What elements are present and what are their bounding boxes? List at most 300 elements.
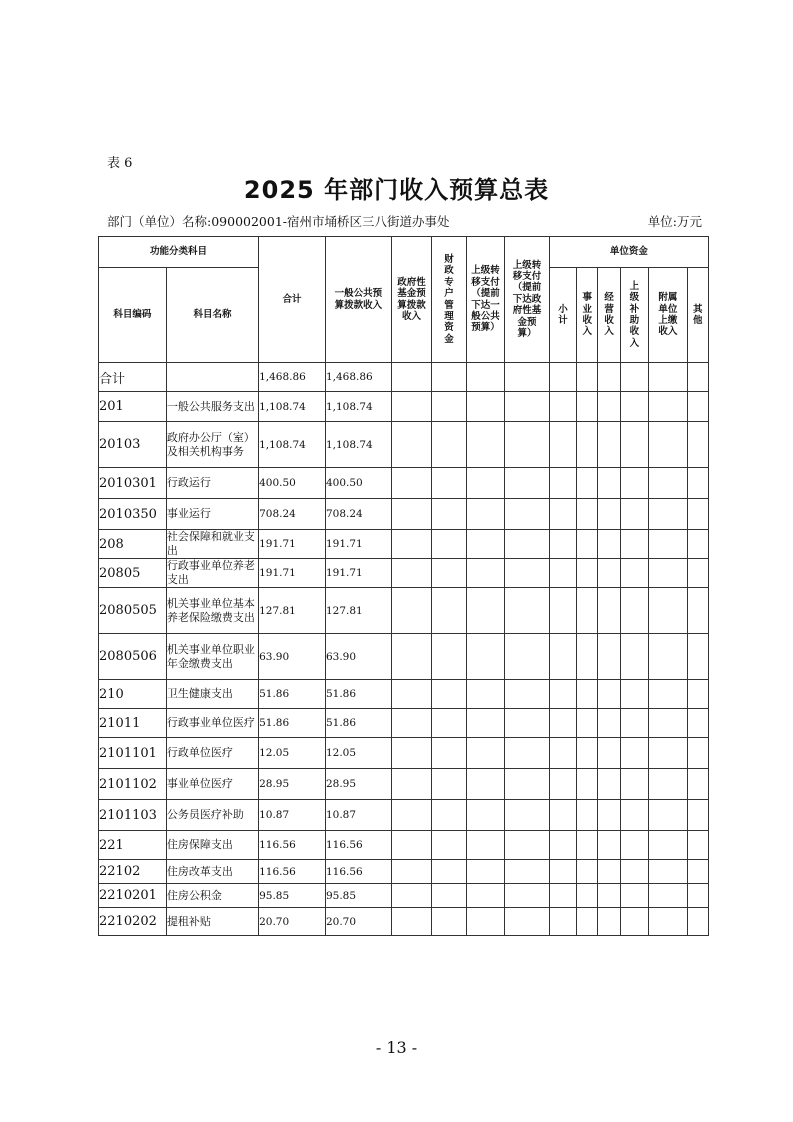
empty-cell <box>620 709 648 738</box>
affiliated-income-header-text: 附属单位上缴收入 <box>658 292 678 338</box>
empty-cell <box>577 363 598 392</box>
empty-cell <box>577 800 598 831</box>
empty-cell <box>466 468 505 499</box>
row-name: 社会保障和就业支出 <box>166 530 258 559</box>
empty-cell <box>598 634 620 680</box>
row-name: 公务员医疗补助 <box>166 800 258 831</box>
empty-cell <box>549 634 576 680</box>
row-code: 2210201 <box>99 884 167 908</box>
empty-cell <box>687 363 708 392</box>
page-title: 2025 年部门收入预算总表 <box>243 176 550 204</box>
row-name: 卫生健康支出 <box>166 680 258 709</box>
row-name: 住房改革支出 <box>166 860 258 884</box>
empty-cell <box>432 884 466 908</box>
empty-cell <box>577 588 598 634</box>
empty-cell <box>620 392 648 422</box>
row-total: 51.86 <box>259 680 326 709</box>
empty-cell <box>687 860 708 884</box>
empty-cell <box>432 392 466 422</box>
row-general-budget: 20.70 <box>325 908 391 936</box>
empty-cell <box>577 709 598 738</box>
budget-table <box>98 236 709 936</box>
empty-cell <box>391 860 432 884</box>
row-name: 事业单位医疗 <box>166 769 258 800</box>
empty-cell <box>620 908 648 936</box>
empty-cell <box>432 422 466 468</box>
empty-cell <box>432 709 466 738</box>
empty-cell <box>577 860 598 884</box>
row-total: 1,108.74 <box>259 392 326 422</box>
table-row <box>99 884 709 908</box>
row-name: 行政单位医疗 <box>166 738 258 769</box>
empty-cell <box>620 860 648 884</box>
empty-cell <box>466 422 505 468</box>
other-income-header-text: 其他 <box>693 303 703 326</box>
row-code: 208 <box>99 530 167 559</box>
empty-cell <box>549 422 576 468</box>
empty-cell <box>466 831 505 860</box>
empty-cell <box>577 530 598 559</box>
empty-cell <box>649 908 688 936</box>
empty-cell <box>505 860 550 884</box>
empty-cell <box>391 392 432 422</box>
empty-cell <box>687 634 708 680</box>
row-total: 116.56 <box>259 860 326 884</box>
row-name: 事业运行 <box>166 499 258 530</box>
special-account-header <box>432 237 466 363</box>
empty-cell <box>549 363 576 392</box>
row-name: 机关事业单位基本养老保险缴费支出 <box>166 588 258 634</box>
affiliated-income-header <box>649 268 688 363</box>
fund-budget-header <box>391 237 432 363</box>
operating-income-header <box>598 268 620 363</box>
table-row <box>99 831 709 860</box>
empty-cell <box>549 392 576 422</box>
row-code: 2080506 <box>99 634 167 680</box>
empty-cell <box>620 680 648 709</box>
empty-cell <box>687 588 708 634</box>
empty-cell <box>620 831 648 860</box>
empty-cell <box>598 422 620 468</box>
empty-cell <box>649 530 688 559</box>
empty-cell <box>549 530 576 559</box>
empty-cell <box>432 499 466 530</box>
empty-cell <box>466 499 505 530</box>
empty-cell <box>549 680 576 709</box>
empty-cell <box>466 769 505 800</box>
transfer-general-header <box>466 237 505 363</box>
row-code: 210 <box>99 680 167 709</box>
empty-cell <box>549 738 576 769</box>
row-code: 21011 <box>99 709 167 738</box>
table-label: 表 6 <box>107 156 133 171</box>
empty-cell <box>620 800 648 831</box>
empty-cell <box>649 468 688 499</box>
empty-cell <box>649 738 688 769</box>
empty-cell <box>620 588 648 634</box>
empty-cell <box>598 559 620 588</box>
empty-cell <box>598 908 620 936</box>
row-name: 行政事业单位医疗 <box>166 709 258 738</box>
name-header: 科目名称 <box>166 268 258 363</box>
empty-cell <box>687 709 708 738</box>
table-row <box>99 738 709 769</box>
empty-cell <box>549 800 576 831</box>
empty-cell <box>620 634 648 680</box>
row-general-budget: 400.50 <box>325 468 391 499</box>
empty-cell <box>577 499 598 530</box>
empty-cell <box>466 738 505 769</box>
empty-cell <box>598 709 620 738</box>
row-code: 2080505 <box>99 588 167 634</box>
general-budget-header-text: 一般公共预算拨款收入 <box>334 288 383 311</box>
empty-cell <box>598 769 620 800</box>
empty-cell <box>577 908 598 936</box>
empty-cell <box>549 769 576 800</box>
subtotal-header-text: 小计 <box>558 303 568 326</box>
empty-cell <box>432 831 466 860</box>
empty-cell <box>620 738 648 769</box>
empty-cell <box>432 908 466 936</box>
empty-cell <box>466 709 505 738</box>
empty-cell <box>505 831 550 860</box>
row-name <box>166 363 258 392</box>
empty-cell <box>687 831 708 860</box>
empty-cell <box>687 769 708 800</box>
empty-cell <box>577 769 598 800</box>
empty-cell <box>391 884 432 908</box>
empty-cell <box>432 680 466 709</box>
empty-cell <box>466 800 505 831</box>
empty-cell <box>391 588 432 634</box>
fund-budget-header-text: 政府性基金预算拨款收入 <box>397 276 426 322</box>
general-budget-header <box>325 237 391 363</box>
row-code: 2010350 <box>99 499 167 530</box>
special-account-header-text: 财政专户管理资金 <box>444 253 454 345</box>
empty-cell <box>391 422 432 468</box>
row-name: 提租补贴 <box>166 908 258 936</box>
empty-cell <box>577 468 598 499</box>
empty-cell <box>466 559 505 588</box>
empty-cell <box>466 908 505 936</box>
row-code: 201 <box>99 392 167 422</box>
table-row <box>99 422 709 468</box>
empty-cell <box>391 738 432 769</box>
empty-cell <box>549 499 576 530</box>
row-total: 20.70 <box>259 908 326 936</box>
table-row <box>99 392 709 422</box>
department-name: 部门（单位）名称:090002001-宿州市埇桥区三八街道办事处 <box>107 214 450 229</box>
superior-subsidy-header <box>620 268 648 363</box>
row-general-budget: 116.56 <box>325 860 391 884</box>
empty-cell <box>549 831 576 860</box>
empty-cell <box>577 831 598 860</box>
empty-cell <box>620 530 648 559</box>
unit-label: 单位:万元 <box>647 214 702 229</box>
other-income-header <box>687 268 708 363</box>
row-general-budget: 1,108.74 <box>325 392 391 422</box>
empty-cell <box>432 860 466 884</box>
empty-cell <box>391 908 432 936</box>
row-general-budget: 28.95 <box>325 769 391 800</box>
empty-cell <box>649 392 688 422</box>
table-row <box>99 680 709 709</box>
operating-income-header-text: 经营收入 <box>604 292 614 338</box>
subtotal-header <box>549 268 576 363</box>
empty-cell <box>598 499 620 530</box>
empty-cell <box>687 680 708 709</box>
table-row <box>99 530 709 559</box>
empty-cell <box>649 884 688 908</box>
empty-cell <box>577 422 598 468</box>
empty-cell <box>505 530 550 559</box>
empty-cell <box>598 680 620 709</box>
superior-subsidy-header-text: 上级补助收入 <box>629 280 640 349</box>
empty-cell <box>649 709 688 738</box>
empty-cell <box>432 468 466 499</box>
empty-cell <box>620 769 648 800</box>
empty-cell <box>687 800 708 831</box>
row-code: 合计 <box>99 363 167 392</box>
empty-cell <box>649 499 688 530</box>
row-code: 2101101 <box>99 738 167 769</box>
row-name: 行政事业单位养老支出 <box>166 559 258 588</box>
row-total: 127.81 <box>259 588 326 634</box>
empty-cell <box>598 800 620 831</box>
empty-cell <box>432 530 466 559</box>
empty-cell <box>687 392 708 422</box>
empty-cell <box>649 363 688 392</box>
row-general-budget: 191.71 <box>325 559 391 588</box>
empty-cell <box>649 422 688 468</box>
empty-cell <box>391 831 432 860</box>
empty-cell <box>432 559 466 588</box>
empty-cell <box>649 680 688 709</box>
empty-cell <box>466 680 505 709</box>
empty-cell <box>391 769 432 800</box>
row-code: 221 <box>99 831 167 860</box>
empty-cell <box>598 738 620 769</box>
row-general-budget: 63.90 <box>325 634 391 680</box>
empty-cell <box>505 680 550 709</box>
row-code: 22102 <box>99 860 167 884</box>
row-general-budget: 1,108.74 <box>325 422 391 468</box>
table-row <box>99 709 709 738</box>
row-name: 政府办公厅（室）及相关机构事务 <box>166 422 258 468</box>
empty-cell <box>649 559 688 588</box>
empty-cell <box>432 363 466 392</box>
empty-cell <box>649 588 688 634</box>
row-general-budget: 127.81 <box>325 588 391 634</box>
row-total: 63.90 <box>259 634 326 680</box>
row-total: 95.85 <box>259 884 326 908</box>
empty-cell <box>466 363 505 392</box>
empty-cell <box>432 769 466 800</box>
empty-cell <box>598 530 620 559</box>
empty-cell <box>466 530 505 559</box>
empty-cell <box>391 634 432 680</box>
table-row <box>99 908 709 936</box>
table-row <box>99 769 709 800</box>
empty-cell <box>620 559 648 588</box>
empty-cell <box>432 738 466 769</box>
row-total: 116.56 <box>259 831 326 860</box>
table-row <box>99 468 709 499</box>
row-name: 一般公共服务支出 <box>166 392 258 422</box>
empty-cell <box>466 588 505 634</box>
empty-cell <box>549 884 576 908</box>
category-header: 功能分类科目 <box>99 237 259 268</box>
empty-cell <box>687 559 708 588</box>
empty-cell <box>598 860 620 884</box>
empty-cell <box>549 468 576 499</box>
row-general-budget: 95.85 <box>325 884 391 908</box>
empty-cell <box>577 680 598 709</box>
empty-cell <box>432 634 466 680</box>
row-total: 51.86 <box>259 709 326 738</box>
empty-cell <box>549 860 576 884</box>
empty-cell <box>391 363 432 392</box>
empty-cell <box>649 860 688 884</box>
empty-cell <box>466 392 505 422</box>
empty-cell <box>577 738 598 769</box>
empty-cell <box>620 422 648 468</box>
page-number: - 13 - <box>375 1038 418 1057</box>
row-code: 20103 <box>99 422 167 468</box>
empty-cell <box>649 769 688 800</box>
empty-cell <box>505 908 550 936</box>
table-row <box>99 634 709 680</box>
empty-cell <box>432 800 466 831</box>
row-name: 住房公积金 <box>166 884 258 908</box>
empty-cell <box>505 392 550 422</box>
empty-cell <box>687 738 708 769</box>
empty-cell <box>598 831 620 860</box>
transfer-fund-header <box>505 237 550 363</box>
business-income-header <box>577 268 598 363</box>
empty-cell <box>598 392 620 422</box>
row-code: 2010301 <box>99 468 167 499</box>
empty-cell <box>549 709 576 738</box>
empty-cell <box>505 884 550 908</box>
empty-cell <box>598 588 620 634</box>
empty-cell <box>649 634 688 680</box>
empty-cell <box>505 769 550 800</box>
empty-cell <box>649 800 688 831</box>
empty-cell <box>432 588 466 634</box>
business-income-header-text: 事业收入 <box>582 292 593 338</box>
empty-cell <box>505 800 550 831</box>
empty-cell <box>505 559 550 588</box>
empty-cell <box>620 884 648 908</box>
empty-cell <box>505 468 550 499</box>
empty-cell <box>577 634 598 680</box>
empty-cell <box>577 559 598 588</box>
empty-cell <box>391 800 432 831</box>
row-total: 191.71 <box>259 530 326 559</box>
empty-cell <box>505 588 550 634</box>
budget-body <box>99 363 709 936</box>
empty-cell <box>687 422 708 468</box>
empty-cell <box>505 363 550 392</box>
empty-cell <box>577 884 598 908</box>
code-header: 科目编码 <box>99 268 167 363</box>
empty-cell <box>466 634 505 680</box>
empty-cell <box>620 499 648 530</box>
empty-cell <box>687 908 708 936</box>
empty-cell <box>391 468 432 499</box>
row-general-budget: 116.56 <box>325 831 391 860</box>
row-general-budget: 51.86 <box>325 680 391 709</box>
empty-cell <box>687 499 708 530</box>
table-row <box>99 800 709 831</box>
empty-cell <box>505 738 550 769</box>
row-total: 10.87 <box>259 800 326 831</box>
empty-cell <box>549 588 576 634</box>
row-general-budget: 51.86 <box>325 709 391 738</box>
empty-cell <box>649 831 688 860</box>
row-code: 2210202 <box>99 908 167 936</box>
empty-cell <box>687 884 708 908</box>
empty-cell <box>505 709 550 738</box>
empty-cell <box>391 499 432 530</box>
empty-cell <box>391 559 432 588</box>
row-general-budget: 708.24 <box>325 499 391 530</box>
row-code: 2101103 <box>99 800 167 831</box>
row-code: 2101102 <box>99 769 167 800</box>
row-total: 1,468.86 <box>259 363 326 392</box>
empty-cell <box>598 363 620 392</box>
empty-cell <box>505 422 550 468</box>
empty-cell <box>391 680 432 709</box>
table-row <box>99 860 709 884</box>
empty-cell <box>620 468 648 499</box>
table-row <box>99 559 709 588</box>
empty-cell <box>549 908 576 936</box>
transfer-general-header-text: 上级转移支付（提前下达一般公共预算） <box>471 265 500 334</box>
empty-cell <box>505 634 550 680</box>
row-total: 12.05 <box>259 738 326 769</box>
empty-cell <box>687 530 708 559</box>
empty-cell <box>505 499 550 530</box>
unit-funds-header: 单位资金 <box>549 237 708 268</box>
row-total: 191.71 <box>259 559 326 588</box>
empty-cell <box>466 860 505 884</box>
row-total: 708.24 <box>259 499 326 530</box>
row-total: 400.50 <box>259 468 326 499</box>
row-general-budget: 10.87 <box>325 800 391 831</box>
row-total: 28.95 <box>259 769 326 800</box>
row-code: 20805 <box>99 559 167 588</box>
row-name: 行政运行 <box>166 468 258 499</box>
row-general-budget: 12.05 <box>325 738 391 769</box>
row-total: 1,108.74 <box>259 422 326 468</box>
empty-cell <box>391 530 432 559</box>
row-name: 住房保障支出 <box>166 831 258 860</box>
empty-cell <box>687 468 708 499</box>
empty-cell <box>598 884 620 908</box>
empty-cell <box>466 884 505 908</box>
empty-cell <box>577 392 598 422</box>
table-row <box>99 499 709 530</box>
row-name: 机关事业单位职业年金缴费支出 <box>166 634 258 680</box>
total-header: 合计 <box>259 237 326 363</box>
table-row <box>99 588 709 634</box>
empty-cell <box>620 363 648 392</box>
empty-cell <box>549 559 576 588</box>
empty-cell <box>391 709 432 738</box>
empty-cell <box>598 468 620 499</box>
